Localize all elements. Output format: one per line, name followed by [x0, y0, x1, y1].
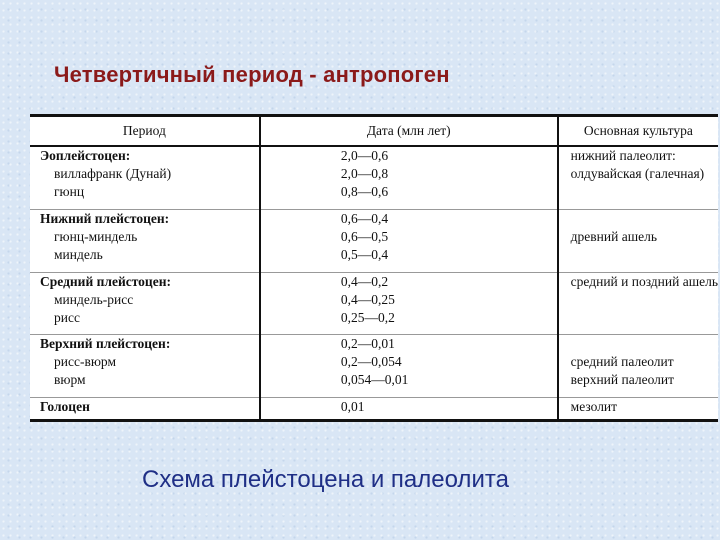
culture-value: средний палеолит [570, 354, 674, 370]
culture-cell [558, 272, 718, 335]
sub-period: рисс [54, 309, 80, 325]
date-value: 0,5—0,4 [340, 246, 389, 262]
culture-value [571, 246, 718, 264]
date-cell [260, 398, 558, 421]
slide-caption: Схема плейстоцена и палеолита [142, 466, 509, 493]
epoch-name: Нижний плейстоцен: [40, 210, 170, 226]
sub-period: миндель-рисс [54, 291, 134, 307]
table-row-upper-pleistocene [30, 335, 718, 398]
culture-value: олдувайская (галечная) [570, 166, 705, 181]
epoch-name: Верхний плейстоцен: [40, 336, 171, 352]
period-cell [30, 146, 260, 209]
epoch-name: Средний плейстоцен: [40, 273, 171, 289]
date-value: 0,8—0,6 [340, 184, 389, 199]
epoch-name: Эоплейстоцен: [40, 148, 131, 163]
date-value: 0,25—0,2 [340, 309, 395, 325]
period-cell [30, 272, 260, 335]
date-value: 0,2—0,01 [340, 336, 395, 352]
sub-period: гюнц-миндель [54, 228, 138, 244]
date-value: 2,0—0,6 [340, 148, 389, 163]
culture-cell [558, 398, 718, 421]
table-row-lower-pleistocene [30, 209, 718, 272]
sub-period: вюрм [54, 372, 86, 388]
culture-value [571, 335, 718, 353]
culture-value: древний ашель [570, 228, 657, 244]
slide-title: Четвертичный период - антропоген [54, 62, 450, 87]
table-row-middle-pleistocene [30, 272, 718, 335]
date-cell [260, 146, 558, 209]
culture-value: нижний палеолит: [570, 148, 676, 163]
date-value: 0,6—0,5 [340, 228, 389, 244]
header-period: Период [30, 116, 260, 147]
epoch-name: Голоцен [40, 399, 90, 415]
period-cell [30, 335, 260, 398]
period-cell [30, 398, 260, 421]
sub-period: миндель [54, 246, 103, 262]
culture-value: верхний палеолит [570, 372, 675, 388]
period-table-container [30, 114, 718, 422]
header-culture: Основная культура [558, 116, 718, 147]
date-cell [260, 272, 558, 335]
date-value: 0,4—0,25 [340, 291, 395, 307]
date-value: 0,4—0,2 [340, 273, 389, 289]
culture-value [571, 291, 718, 309]
date-value: 2,0—0,8 [340, 166, 389, 181]
period-table [30, 114, 718, 422]
table-header-row [30, 116, 718, 147]
culture-value [571, 309, 718, 327]
culture-value: средний и поздний ашель [570, 273, 718, 289]
date-value: 0,01 [340, 399, 365, 415]
culture-cell [558, 146, 718, 209]
date-value: 0,2—0,054 [340, 354, 402, 370]
culture-value [571, 210, 718, 228]
culture-value [571, 183, 718, 201]
culture-cell [558, 335, 718, 398]
culture-value: мезолит [570, 399, 618, 415]
date-cell [260, 209, 558, 272]
date-value: 0,054—0,01 [340, 372, 409, 388]
table-row-eopleistocene [30, 146, 718, 209]
sub-period: гюнц [54, 184, 85, 199]
table-row-holocene [30, 398, 718, 421]
date-cell [260, 335, 558, 398]
period-cell [30, 209, 260, 272]
sub-period: рисс-вюрм [54, 354, 117, 370]
culture-cell [558, 209, 718, 272]
header-date: Дата (млн лет) [260, 116, 558, 147]
sub-period: виллафранк (Дунай) [54, 166, 172, 181]
date-value: 0,6—0,4 [340, 210, 389, 226]
